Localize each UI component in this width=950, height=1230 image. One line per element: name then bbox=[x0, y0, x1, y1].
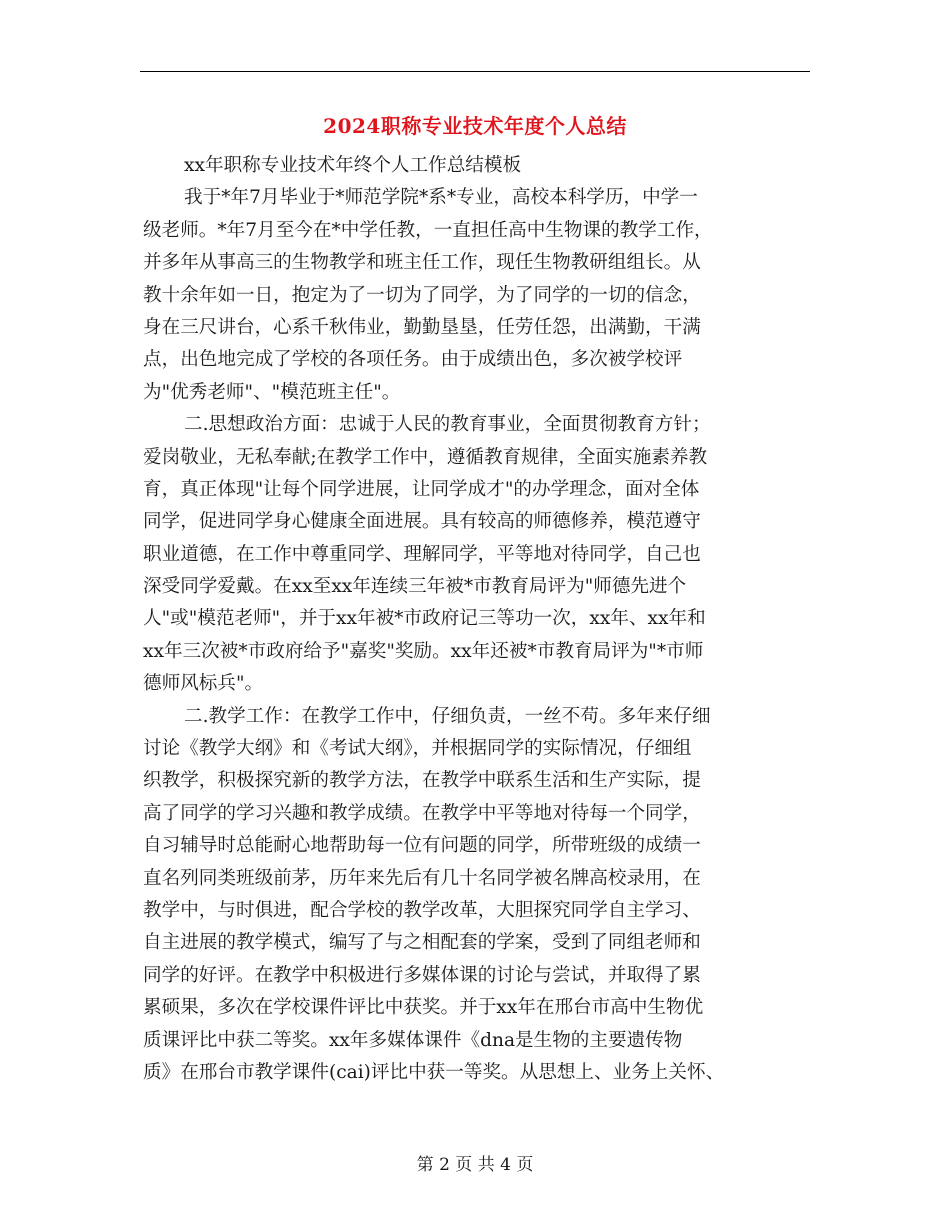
body-line: 深受同学爱戴。在xx至xx年连续三年被*市教育局评为"师德先进个 bbox=[143, 576, 687, 598]
header-rule bbox=[140, 71, 810, 72]
page-number: 第 2 页 共 4 页 bbox=[416, 1155, 534, 1175]
document-body bbox=[143, 150, 815, 1089]
body-line: 讨论《教学大纲》和《考试大纲》，并根据同学的实际情况，仔细组 bbox=[143, 738, 692, 760]
body-line: 自习辅导时总能耐心地帮助每一位有问题的同学，所带班级的成绩一 bbox=[143, 835, 701, 857]
body-line: 教十余年如一日，抱定为了一切为了同学，为了同学的一切的信念， bbox=[143, 284, 701, 306]
body-line: 同学的好评。在教学中积极进行多媒体课的讨论与尝试，并取得了累 bbox=[143, 964, 701, 986]
body-line: 点，出色地完成了学校的各项任务。由于成绩出色，多次被学校评 bbox=[143, 349, 683, 371]
body-line: 高了同学的学习兴趣和教学成绩。在教学中平等地对待每一个同学， bbox=[143, 802, 701, 824]
body-line: 为"优秀老师"、"模范班主任"。 bbox=[143, 381, 401, 403]
body-line: 我于*年7月毕业于*师范学院*系*专业，高校本科学历，中学一 bbox=[184, 187, 698, 209]
body-line: 累硕果，多次在学校课件评比中获奖。并于xx年在邢台市高中生物优 bbox=[143, 997, 704, 1019]
body-line: 级老师。*年7月至今在*中学任教，一直担任高中生物课的教学工作， bbox=[143, 219, 713, 241]
body-line: 并多年从事高三的生物教学和班主任工作，现任生物教研组组长。从 bbox=[143, 252, 701, 274]
body-line: xx年职称专业技术年终个人工作总结模板 bbox=[184, 155, 522, 176]
body-line: 质课评比中获二等奖。xx年多媒体课件《dna是生物的主要遗传物 bbox=[143, 1029, 683, 1051]
body-line: 自主进展的教学模式，编写了与之相配套的学案，受到了同组老师和 bbox=[143, 932, 701, 954]
body-line: 教学中，与时俱进，配合学校的教学改革，大胆探究同学自主学习、 bbox=[143, 899, 701, 921]
body-line: 德师风标兵"。 bbox=[143, 673, 264, 695]
body-line: 二.思想政治方面：忠诚于人民的教育事业，全面贯彻教育方针； bbox=[184, 414, 711, 436]
body-line: 直名列同类班级前茅，历年来先后有几十名同学被名牌高校录用，在 bbox=[143, 867, 701, 889]
body-line: 育，真正体现"让每个同学进展，让同学成才"的办学理念，面对全体 bbox=[143, 478, 700, 500]
body-line: 身在三尺讲台，心系千秋伟业，勤勤垦垦，任劳任怨，出满勤，干满 bbox=[143, 316, 701, 338]
body-line: 二.教学工作：在教学工作中，仔细负责，一丝不苟。多年来仔细 bbox=[184, 705, 711, 727]
body-line: 人"或"模范老师"，并于xx年被*市政府记三等功一次，xx年、xx年和 bbox=[143, 608, 706, 630]
body-line: 质》在邢台市教学课件(cai)评比中获一等奖。从思想上、业务上关怀、 bbox=[143, 1061, 725, 1083]
body-line: 织教学，积极探究新的教学方法，在教学中联系生活和生产实际，提 bbox=[143, 770, 701, 792]
document-title: 2024职称专业技术年度个人总结 bbox=[323, 114, 627, 138]
body-line: 同学，促进同学身心健康全面进展。具有较高的师德修养，模范遵守 bbox=[143, 511, 701, 533]
body-line: 职业道德，在工作中尊重同学、理解同学，平等地对待同学，自己也 bbox=[143, 543, 701, 565]
body-line: xx年三次被*市政府给予"嘉奖"奖励。xx年还被*市教育局评为"*市师 bbox=[143, 640, 704, 662]
body-line: 爱岗敬业，无私奉献;在教学工作中，遵循教育规律，全面实施素养教 bbox=[143, 446, 708, 468]
